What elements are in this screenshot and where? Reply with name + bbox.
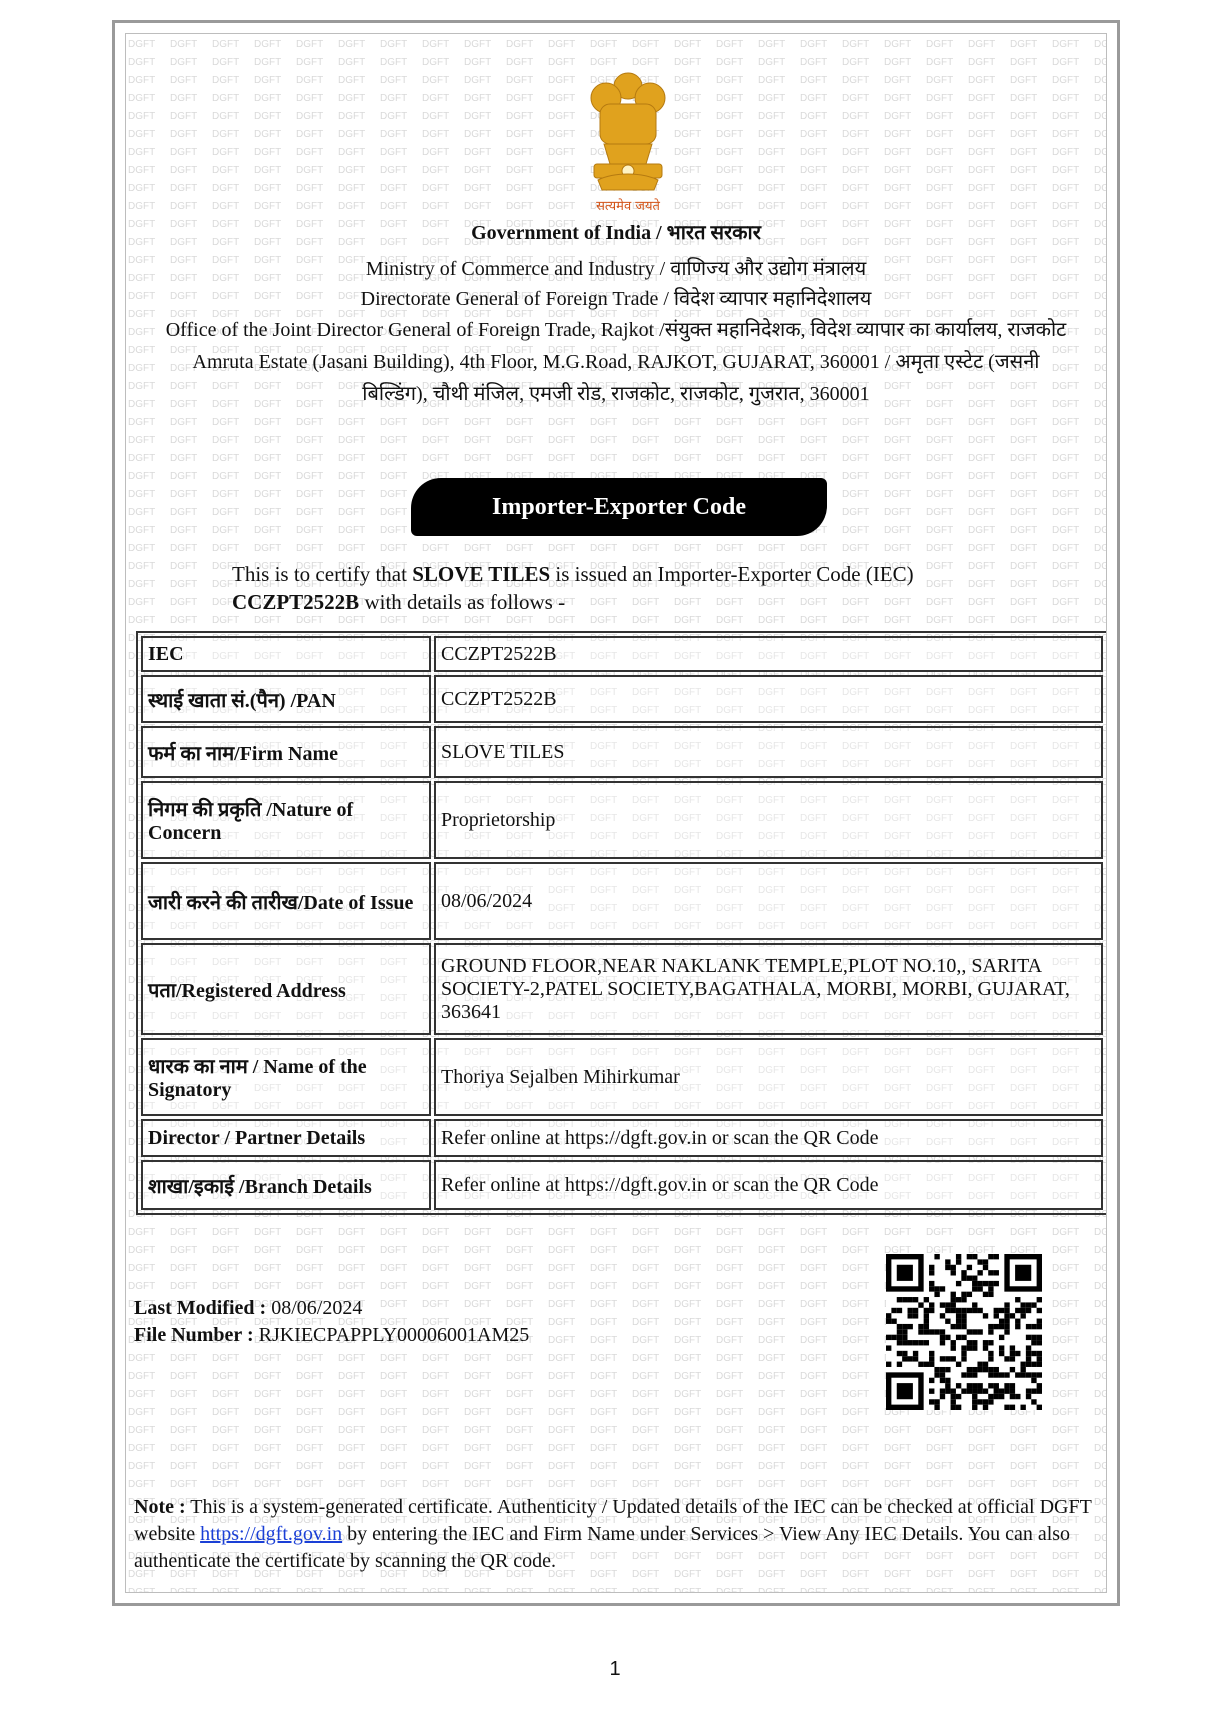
row-value-director: Refer online at https://dgft.gov.in or scan the QR Code xyxy=(434,1119,1103,1157)
header-ministry: Ministry of Commerce and Industry / वाणिज्य और उद्योग मंत्रालय xyxy=(365,258,867,280)
certificate-frame xyxy=(112,20,1120,1606)
note-label: Note : xyxy=(134,1496,186,1518)
dgft-link[interactable]: https://dgft.gov.in xyxy=(200,1523,343,1545)
table-row xyxy=(141,726,1103,778)
cert-suffix: with details as follows - xyxy=(364,590,566,614)
table-row xyxy=(141,1160,1103,1210)
table-row xyxy=(141,862,1103,940)
certification-statement xyxy=(232,560,1012,616)
page-number: 1 xyxy=(609,1658,621,1680)
table-row xyxy=(141,636,1103,672)
table-row xyxy=(141,781,1103,859)
header-office: Office of the Joint Director General of Foreign Trade, Rajkot /संयुक्त महानिदेशक, विदेश व्यापार का कार्यालय, राजकोट xyxy=(165,319,1067,341)
motto-text: सत्यमेव जयते xyxy=(596,199,660,214)
row-label-pan: स्थाई खाता सं.(पैन) /PAN xyxy=(141,675,431,723)
last-modified-value: 08/06/2024 xyxy=(271,1297,363,1319)
header-govt: Government of India / भारत सरकार xyxy=(471,222,761,244)
row-label-nature: निगम की प्रकृति /Nature of Concern xyxy=(141,781,431,859)
row-value-iec: CCZPT2522B xyxy=(434,636,1103,672)
note-text-2: by entering the IEC and Firm Name under Services > View Any IEC Details. You can also authenticate the certificate by scanning the QR code. xyxy=(134,1523,1071,1572)
file-number-label: File Number : xyxy=(134,1324,254,1346)
cert-middle: is issued an Importer-Exporter Code (IEC) xyxy=(555,562,914,586)
note-text-1: This is a system-generated certificate. Authenticity / Updated details of the IEC can be checked at official DGFT website xyxy=(134,1496,1092,1545)
cert-firm: SLOVE TILES xyxy=(412,562,551,586)
row-value-signatory: Thoriya Sejalben Mihirkumar xyxy=(434,1038,1103,1116)
last-modified xyxy=(134,1297,362,1320)
qr-code-icon[interactable] xyxy=(886,1254,1042,1410)
row-value-date-of-issue: 08/06/2024 xyxy=(434,862,1103,940)
file-number xyxy=(134,1324,529,1347)
row-label-signatory: धारक का नाम / Name of the Signatory xyxy=(141,1038,431,1116)
table-row xyxy=(141,1119,1103,1157)
row-label-address: पता/Registered Address xyxy=(141,943,431,1035)
cert-iec: CCZPT2522B xyxy=(232,590,360,614)
document-title: Importer-Exporter Code xyxy=(411,478,827,536)
row-label-firm-name: फर्म का नाम/Firm Name xyxy=(141,726,431,778)
row-label-branch: शाखा/इकाई /Branch Details xyxy=(141,1160,431,1210)
header-address-2: बिल्डिंग), चौथी मंजिल, एमजी रोड, राजकोट, राजकोट, गुजरात, 360001 xyxy=(362,383,870,405)
national-emblem-icon xyxy=(574,64,682,214)
watermark-background xyxy=(125,33,1107,1593)
row-label-date-of-issue: जारी करने की तारीख/Date of Issue xyxy=(141,862,431,940)
row-label-iec: IEC xyxy=(141,636,431,672)
table-row xyxy=(141,675,1103,723)
row-value-nature: Proprietorship xyxy=(434,781,1103,859)
table-row xyxy=(141,943,1103,1035)
row-value-pan: CCZPT2522B xyxy=(434,675,1103,723)
table-row xyxy=(141,1038,1103,1116)
row-value-address: GROUND FLOOR,NEAR NAKLANK TEMPLE,PLOT NO.10,, SARITA SOCIETY-2,PATEL SOCIETY,BAGATHALA, MORBI, MORBI, GUJARAT, 363641 xyxy=(434,943,1103,1035)
last-modified-label: Last Modified : xyxy=(134,1297,267,1319)
details-table xyxy=(136,631,1107,1215)
header-address-1: Amruta Estate (Jasani Building), 4th Floor, M.G.Road, RAJKOT, GUJARAT, 360001 / अमृता एस्टेट (जसनी xyxy=(192,351,1040,373)
header-directorate: Directorate General of Foreign Trade / विदेश व्यापार महानिदेशालय xyxy=(360,288,872,310)
cert-prefix: This is to certify that xyxy=(232,562,407,586)
row-value-firm-name: SLOVE TILES xyxy=(434,726,1103,778)
note-section xyxy=(134,1494,1094,1575)
row-value-branch: Refer online at https://dgft.gov.in or scan the QR Code xyxy=(434,1160,1103,1210)
row-label-director: Director / Partner Details xyxy=(141,1119,431,1157)
file-number-value: RJKIECPAPPLY00006001AM25 xyxy=(258,1324,530,1346)
